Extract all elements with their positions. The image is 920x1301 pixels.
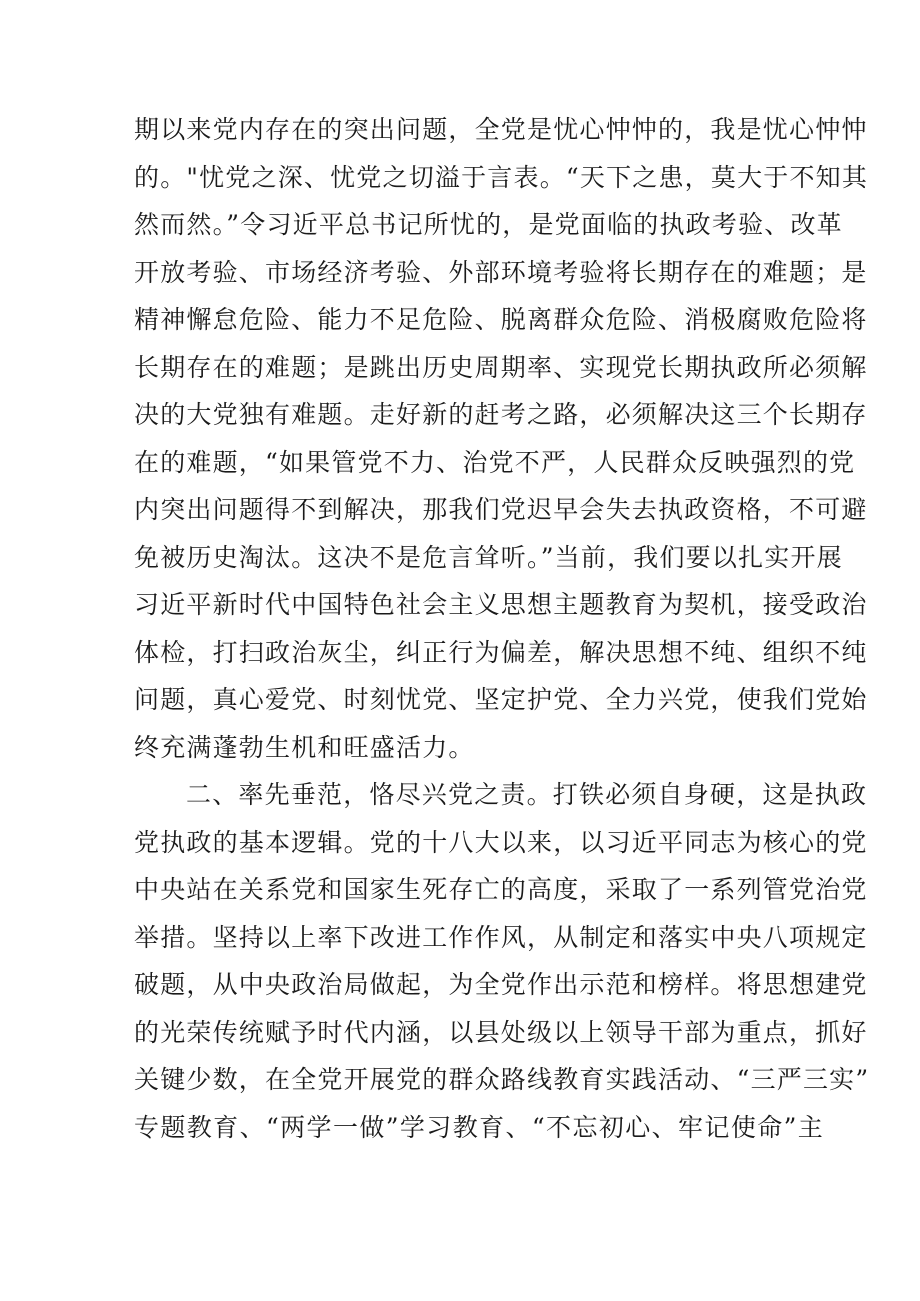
- paragraph-2-line: 二、率先垂范，恪尽兴党之责。打铁必须自身硬，这是执政: [186, 780, 868, 809]
- paragraph-1-line: 然而然。”令习近平总书记所忧的，是党面临的执政考验、改革: [134, 210, 843, 239]
- body-text: [134, 106, 870, 1151]
- paragraph-2-line: 党执政的基本逻辑。党的十八大以来，以习近平同志为核心的党: [134, 827, 868, 857]
- paragraph-2-line: 破题，从中央政治局做起，为全党作出示范和榜样。将思想建党: [134, 970, 868, 999]
- paragraph-1-line: 内突出问题得不到解决，那我们党迟早会失去执政资格，不可避: [134, 495, 868, 524]
- paragraph-1-line: 在的难题，“如果管党不力、治党不严，人民群众反映强烈的党: [134, 447, 856, 477]
- paragraph-1-line: 习近平新时代中国特色社会主义思想主题教育为契机，接受政治: [134, 590, 868, 619]
- paragraph-2-line: 举措。坚持以上率下改进工作作风，从制定和落实中央八项规定: [134, 922, 868, 952]
- paragraph-1-line: 开放考验、市场经济考验、外部环境考验将长期存在的难题；是: [134, 257, 868, 287]
- paragraph-1-line: 终充满蓬勃生机和旺盛活力。: [134, 732, 475, 762]
- paragraph-1-line: 长期存在的难题；是跳出历史周期率、实现党长期执政所必须解: [134, 352, 868, 382]
- paragraph-1-line: 问题，真心爱党、时刻忧党、坚定护党、全力兴党，使我们党始: [134, 685, 868, 714]
- paragraph-1-line: 期以来党内存在的突出问题，全党是忧心忡忡的，我是忧心忡忡: [134, 115, 868, 144]
- paragraph-1-line: 决的大党独有难题。走好新的赶考之路，必须解决这三个长期存: [134, 400, 868, 429]
- paragraph-1-line: 体检，打扫政治灰尘，纠正行为偏差，解决思想不纯、组织不纯: [134, 637, 868, 667]
- paragraph-1-line: 的。"忧党之深、忧党之切溢于言表。“天下之患，莫大于不知其: [134, 162, 869, 192]
- paragraph-2-line: 关键少数，在全党开展党的群众路线教育实践活动、“三严三实”: [134, 1065, 870, 1094]
- paragraph-2-line: 的光荣传统赋予时代内涵，以县处级以上领导干部为重点，抓好: [134, 1017, 868, 1047]
- paragraph-1-line: 免被历史淘汰。这决不是危言耸听。”当前，我们要以扎实开展: [134, 542, 843, 572]
- paragraph-1-line: 精神懈怠危险、能力不足危险、脱离群众危险、消极腐败危险将: [134, 305, 868, 334]
- paragraph-2-line: 专题教育、“两学一做”学习教育、“不忘初心、牢记使命”主: [134, 1112, 824, 1142]
- paragraph-2-line: 中央站在关系党和国家生死存亡的高度，采取了一系列管党治党: [134, 875, 868, 904]
